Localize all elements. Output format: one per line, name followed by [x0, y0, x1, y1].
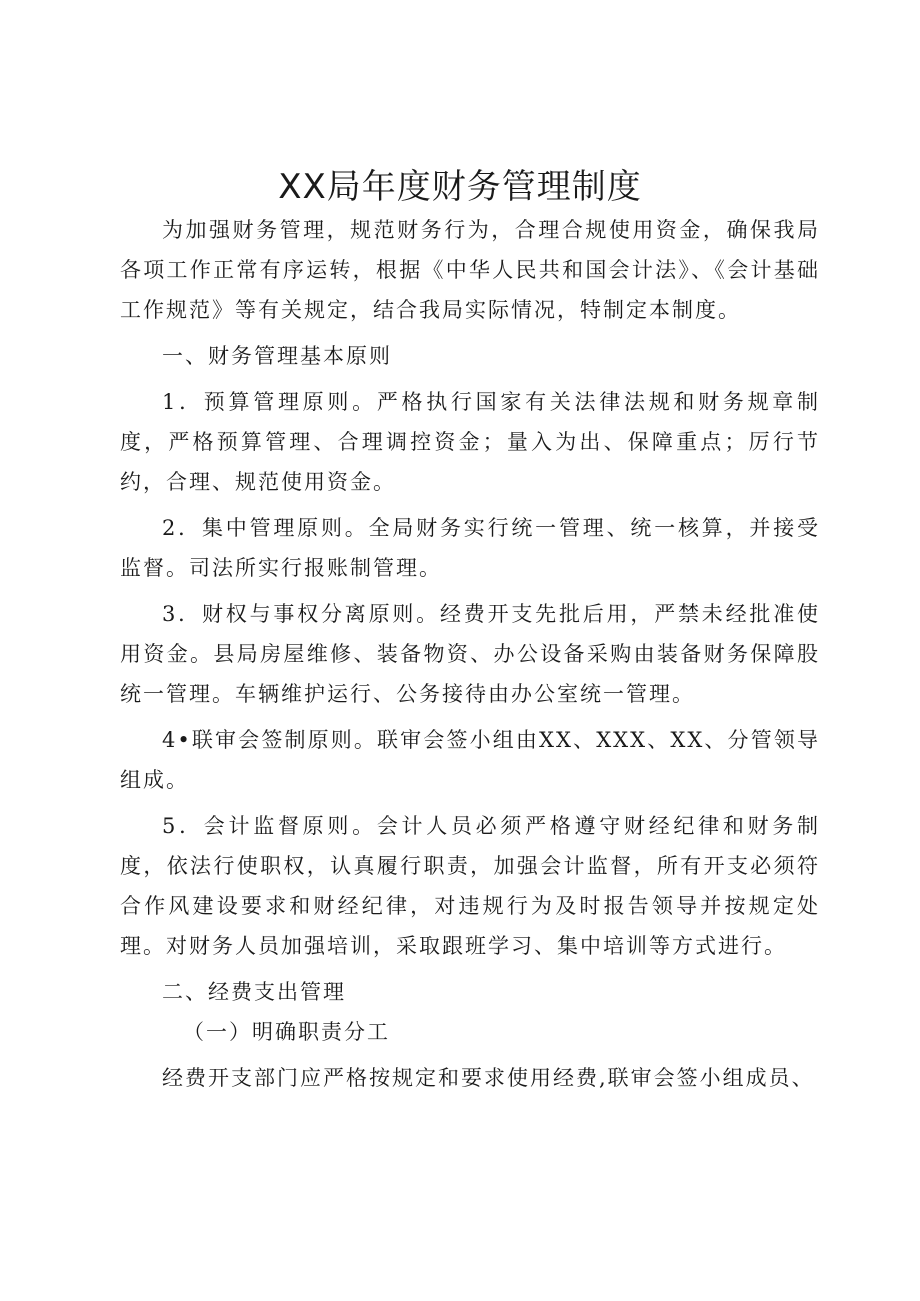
principle-item-1: 1．预算管理原则。严格执行国家有关法律法规和财务规章制度，严格预算管理、合理调控资金；量入为出、保障重点；厉行节约，合理、规范使用资金。	[120, 390, 820, 494]
principle-item-5: 5．会计监督原则。会计人员必须严格遵守财经纪律和财务制度，依法行使职权，认真履行职责，加强会计监督，所有开支必须符合作风建设要求和财经纪律，对违规行为及时报告领导并按规定处理。对财务人员加强培训，采取跟班学习、集中培训等方式进行。	[120, 814, 820, 958]
section2-paragraph: 经费开支部门应严格按规定和要求使用经费,联审会签小组成员、	[162, 1066, 815, 1090]
section2-subheading: （一）明确职责分工	[183, 1020, 390, 1044]
intro-paragraph: 为加强财务管理，规范财务行为，合理合规使用资金，确保我局各项工作正常有序运转，根据《中华人民共和国会计法》、《会计基础工作规范》等有关规定，结合我局实际情况，特制定本制度。	[120, 218, 820, 322]
section2-heading: 二、经费支出管理	[162, 980, 346, 1004]
principle-item-3: 3．财权与事权分离原则。经费开支先批后用，严禁未经批准使用资金。县局房屋维修、装备物资、办公设备采购由装备财务保障股统一管理。车辆维护运行、公务接待由办公室统一管理。	[120, 602, 820, 706]
document-title: XX局年度财务管理制度	[278, 167, 642, 207]
principle-item-4: 4•联审会签制原则。联审会签小组由XX、XXX、XX、分管领导组成。	[120, 728, 820, 792]
document-body	[120, 210, 820, 1098]
principle-item-2: 2．集中管理原则。全局财务实行统一管理、统一核算，并接受监督。司法所实行报账制管理。	[120, 516, 820, 580]
section1-heading: 一、财务管理基本原则	[162, 344, 392, 368]
